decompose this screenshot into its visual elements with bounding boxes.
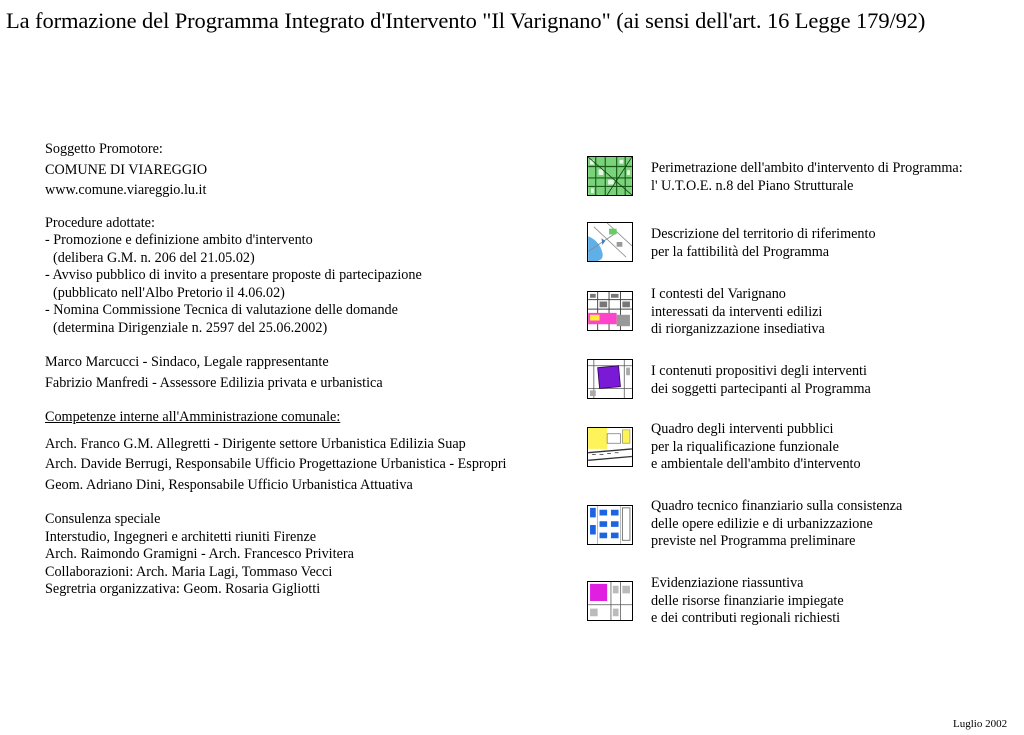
item-quadro-tecnico[interactable] <box>651 498 902 551</box>
procedure-line: - Nomina Commissione Tecnica di valutazione delle domande <box>45 302 398 318</box>
item-line: Descrizione del territorio di riferimento <box>651 226 876 242</box>
item-evidenziazione[interactable] <box>651 575 844 628</box>
purple-plot-thumbnail-icon[interactable] <box>587 359 633 399</box>
item-line: delle opere edilizie e di urbanizzazione <box>651 515 873 532</box>
yellow-plan-thumbnail-icon[interactable] <box>587 427 633 467</box>
competence-line: Arch. Franco G.M. Allegretti - Dirigente settore Urbanistica Edilizia Suap <box>45 435 466 452</box>
procedures-block <box>45 215 507 338</box>
blue-plan-thumbnail-icon[interactable] <box>587 505 633 545</box>
competence-line: Geom. Adriano Dini, Responsabile Ufficio Urbanistica Attuativa <box>45 476 413 493</box>
procedure-line: - Promozione e definizione ambito d'intervento <box>45 232 313 248</box>
official-line: Marco Marcucci - Sindaco, Legale rappresentante <box>45 354 329 370</box>
consulting-line: Arch. Raimondo Gramigni - Arch. Francesco Privitera <box>45 546 354 562</box>
consulting-line: Segretria organizzativa: Geom. Rosaria Gigliotti <box>45 581 321 597</box>
procedures-label: Procedure adottate: <box>45 214 155 231</box>
competences-block <box>45 409 507 494</box>
consulting-line: Consulenza speciale <box>45 511 161 527</box>
procedure-line: (determina Dirigenziale n. 2597 del 25.06.2002) <box>53 319 328 336</box>
credits-column <box>45 141 507 599</box>
item-line: per la fattibilità del Programma <box>651 243 830 260</box>
consulting-line: Collaborazioni: Arch. Maria Lagi, Tommaso Vecci <box>45 563 333 580</box>
promoter-website: www.comune.viareggio.lu.it <box>45 182 207 198</box>
territory-map-thumbnail-icon[interactable] <box>587 222 633 262</box>
item-line: delle risorse finanziarie impiegate <box>651 592 844 609</box>
item-line: e dei contributi regionali richiesti <box>651 610 841 626</box>
item-line: per la riqualificazione funzionale <box>651 438 839 455</box>
item-line: Quadro tecnico finanziario sulla consistenza <box>651 498 903 514</box>
item-line: interessati da interventi edilizi <box>651 303 823 320</box>
item-contenuti-propositivi[interactable] <box>651 363 871 398</box>
document-date: Luglio 2002 <box>953 718 1008 730</box>
context-map-thumbnail-icon[interactable] <box>587 291 633 331</box>
item-descrizione-territorio[interactable] <box>651 226 876 261</box>
green-map-thumbnail-icon[interactable] <box>587 156 633 196</box>
consulting-block <box>45 511 507 599</box>
item-line: l' U.T.O.E. n.8 del Piano Strutturale <box>651 177 854 194</box>
official-line: Fabrizio Manfredi - Assessore Edilizia privata e urbanistica <box>45 374 383 391</box>
officials-block <box>45 354 507 392</box>
promoter-name: COMUNE DI VIAREGGIO <box>45 161 208 178</box>
procedure-line: - Avviso pubblico di invito a presentare proposte di partecipazione <box>45 267 422 283</box>
item-line: Evidenziazione riassuntiva <box>651 575 804 591</box>
item-line: e ambientale dell'ambito d'intervento <box>651 456 861 472</box>
page-title: La formazione del Programma Integrato d'Intervento "Il Varignano" (ai sensi dell'art. 16 Legge 179/92) <box>6 8 926 33</box>
item-line: Quadro degli interventi pubblici <box>651 421 834 437</box>
item-line: I contenuti propositivi degli interventi <box>651 363 867 379</box>
competences-label: Competenze interne all'Amministrazione comunale: <box>45 409 341 425</box>
consulting-line: Interstudio, Ingegneri e architetti riuniti Firenze <box>45 528 317 545</box>
item-line: dei soggetti partecipanti al Programma <box>651 380 871 397</box>
procedure-line: (delibera G.M. n. 206 del 21.05.02) <box>53 249 255 266</box>
procedure-line: (pubblicato nell'Albo Pretorio il 4.06.02) <box>53 284 285 301</box>
competence-line: Arch. Davide Berrugi, Responsabile Ufficio Progettazione Urbanistica - Espropri <box>45 456 507 472</box>
promoter-label: Soggetto Promotore: <box>45 141 163 157</box>
promoter-block <box>45 141 507 200</box>
magenta-plot-thumbnail-icon[interactable] <box>587 581 633 621</box>
item-interventi-pubblici[interactable] <box>651 421 861 474</box>
item-perimetrazione[interactable] <box>651 160 963 195</box>
item-line: previste nel Programma preliminare <box>651 533 856 549</box>
item-line: di riorganizzazione insediativa <box>651 321 825 337</box>
item-contesti-varignano[interactable] <box>651 286 825 339</box>
item-line: I contesti del Varignano <box>651 286 786 302</box>
item-line: Perimetrazione dell'ambito d'intervento di Programma: <box>651 160 963 176</box>
